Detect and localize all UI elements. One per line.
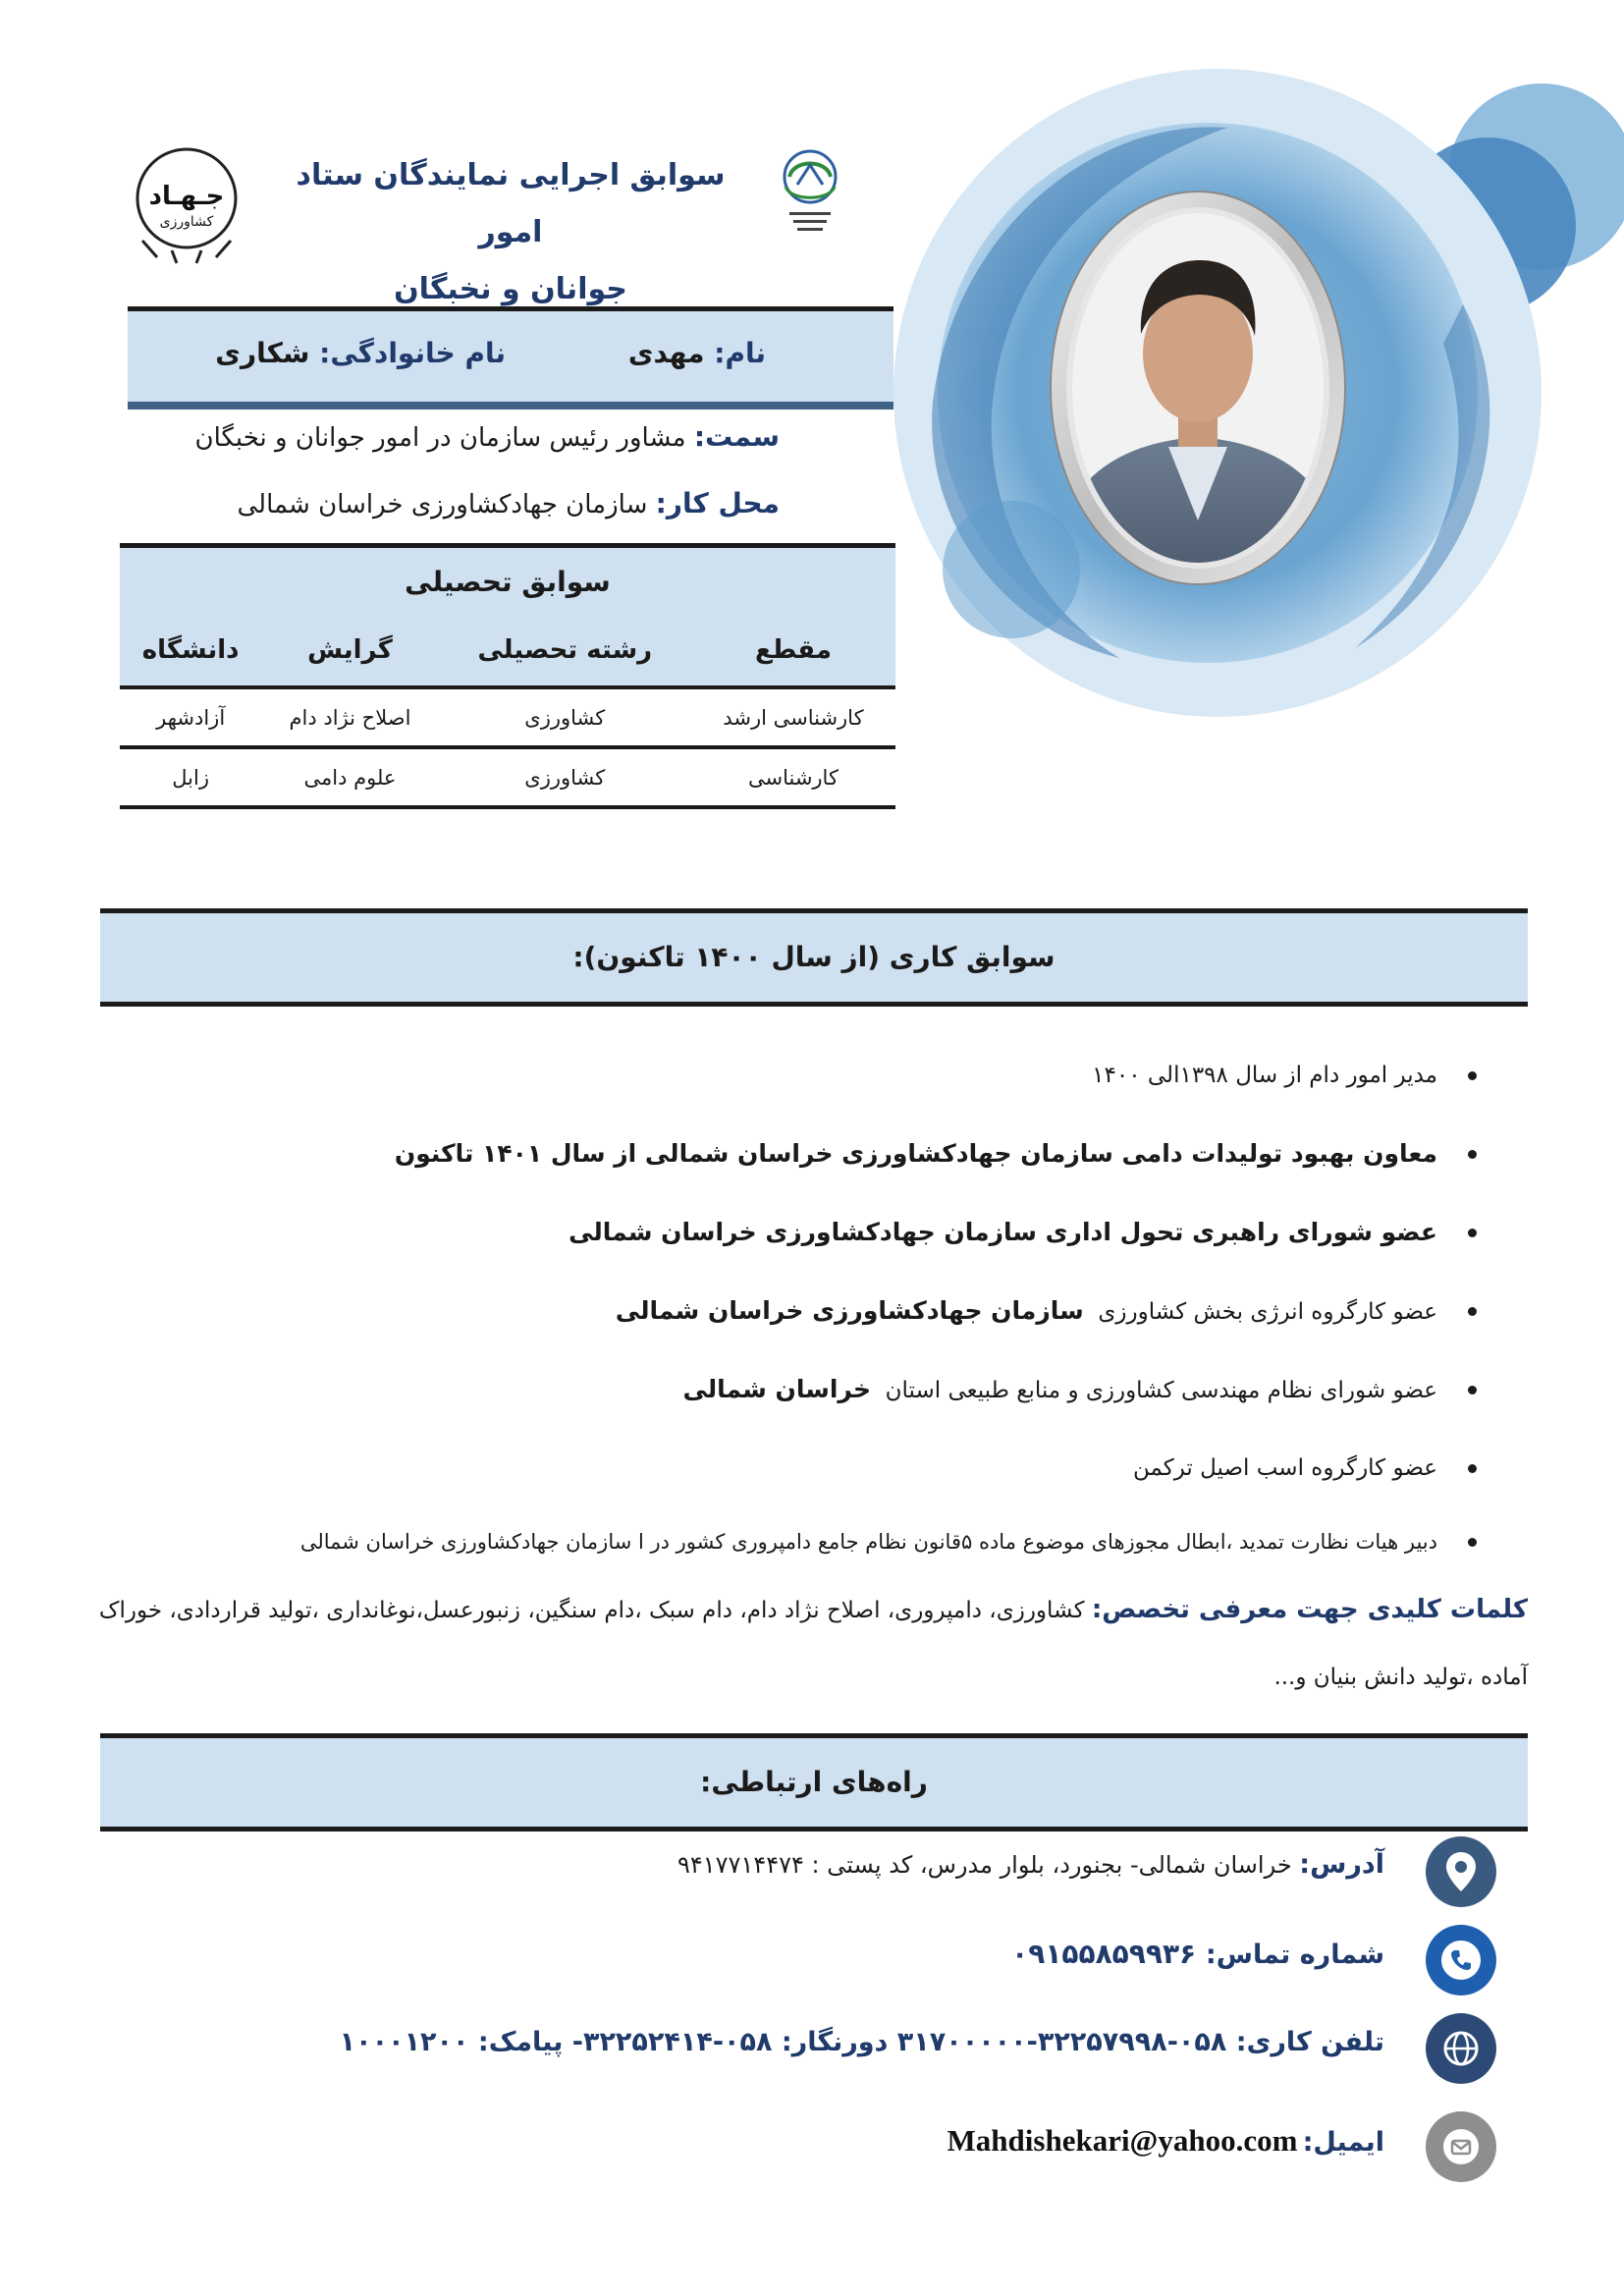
address-line: [677, 1849, 1384, 1880]
header-specialty: گرایش: [261, 615, 438, 687]
page-title-line1: سوابق اجرایی نمایندگان ستاد امور: [296, 158, 726, 249]
phone-label: شماره تماس:: [1205, 1940, 1384, 1970]
phone-line: [1011, 1938, 1384, 1970]
keywords-paragraph: [98, 1576, 1528, 1711]
education-table: [120, 615, 895, 809]
cell-specialty: علوم دامی: [261, 747, 438, 807]
keywords-text: کشاورزی، دامپروری، اصلاح نژاد دام، دام سبک ،دام سنگین، زنبورعسل،نوغانداری ،تولید قراردادی، خوراک آماده ،تولید دانش بنیان و...: [98, 1598, 1528, 1690]
list-item: عضو شورای راهبری تحول اداری سازمان جهادکشاورزی خراسان شمالی: [161, 1193, 1437, 1272]
cell-degree: کارشناسی: [691, 747, 895, 807]
workplace-value: سازمان جهادکشاورزی خراسان شمالی: [237, 490, 648, 519]
workplace-line: [238, 487, 780, 519]
work-history-list: [161, 1036, 1437, 1576]
address-value: خراسان شمالی- بجنورد، بلوار مدرس، کد پستی : ۹۴۱۷۷۱۴۴۷۴: [677, 1851, 1300, 1879]
list-item: عضو کارگروه انرژی بخش کشاورزی سازمان جهادکشاورزی خراسان شمالی: [161, 1272, 1437, 1350]
cell-degree: کارشناسی ارشد: [691, 687, 895, 747]
table-row: [120, 747, 895, 807]
family-name-field: [215, 337, 506, 369]
cell-field: کشاورزی: [439, 747, 691, 807]
mail-icon: [1426, 2111, 1496, 2182]
keywords-label: کلمات کلیدی جهت معرفی تخصص:: [1091, 1595, 1528, 1624]
first-name-value: مهدی: [627, 337, 705, 369]
list-item: عضو شورای نظام مهندسی کشاورزی و منابع طبیعی استان خراسان شمالی: [161, 1350, 1437, 1429]
address-label: آدرس:: [1299, 1849, 1384, 1880]
education-title-bar: [120, 543, 895, 617]
phone-icon: [1426, 1925, 1496, 1995]
jahad-logo-icon: [123, 137, 250, 265]
work-phone-line: [340, 2027, 1384, 2057]
education-header-row: [120, 615, 895, 687]
youth-elite-logo-icon: [776, 147, 844, 246]
position-label: سمت:: [693, 420, 780, 453]
work-phone-label: تلفن کاری:: [1235, 2027, 1384, 2057]
svg-text:جـهـاد: جـهـاد: [148, 182, 225, 211]
cell-specialty: اصلاح نژاد دام: [261, 687, 438, 747]
list-item: عضو کارگروه اسب اصیل ترکمن: [161, 1429, 1437, 1507]
location-pin-icon: [1426, 1836, 1496, 1907]
globe-icon: [1426, 2013, 1496, 2084]
workplace-label: محل کار:: [655, 487, 780, 519]
list-item: معاون بهبود تولیدات دامی سازمان جهادکشاورزی خراسان شمالی از سال ۱۴۰۱ تاکنون: [161, 1115, 1437, 1193]
first-name-field: [628, 337, 766, 369]
work-history-title: سوابق کاری (از سال ۱۴۰۰ تاکنون):: [572, 941, 1056, 973]
email-line: [947, 2123, 1384, 2159]
first-name-label: نام:: [714, 337, 766, 369]
cell-university: آزادشهر: [120, 687, 261, 747]
header-university: دانشگاه: [120, 615, 261, 687]
page-title: [295, 147, 727, 318]
work-phone-value: ۰۵۸-۳۲۲۵۷۹۹۸-۳۱۷۰۰۰۰۰ دورنگار: ۰۵۸-۳۲۲۵۲۴۱۴- پیامک: ۱۰۰۰۱۲۰۰: [339, 2027, 1236, 2057]
cell-field: کشاورزی: [439, 687, 691, 747]
header-field: رشته تحصیلی: [439, 615, 691, 687]
email-label: ایمیل:: [1302, 2127, 1384, 2158]
name-bar: [128, 306, 893, 410]
profile-photo-decoration: [893, 59, 1624, 746]
education-title: سوابق تحصیلی: [405, 566, 611, 598]
position-line: [195, 420, 780, 453]
work-history-title-bar: [100, 908, 1528, 1007]
contact-title-bar: [100, 1733, 1528, 1831]
family-name-label: نام خانوادگی:: [319, 337, 506, 369]
family-name-value: شکاری: [215, 337, 310, 369]
header-degree: مقطع: [691, 615, 895, 687]
table-row: [120, 687, 895, 747]
svg-text:کشاورزی: کشاورزی: [159, 214, 214, 230]
list-item: دبیر هیات نظارت تمدید ،ابطال مجوزهای موضوع ماده ۵قانون نظام جامع دامپروری کشور در ا سازمان جهادکشاورزی خراسان شمالی: [161, 1507, 1437, 1576]
page-title-line2: جوانان و نخبگان: [394, 272, 627, 306]
cell-university: زابل: [120, 747, 261, 807]
position-value: مشاور رئیس سازمان در امور جوانان و نخبگان: [194, 423, 686, 453]
email-value[interactable]: Mahdishekari@yahoo.com: [947, 2123, 1298, 2158]
list-item: مدیر امور دام از سال ۱۳۹۸الی ۱۴۰۰: [161, 1036, 1437, 1115]
phone-value: ۰۹۱۵۵۸۵۹۹۳۶: [1011, 1938, 1206, 1970]
contact-title: راه‌های ارتباطی:: [700, 1766, 928, 1798]
